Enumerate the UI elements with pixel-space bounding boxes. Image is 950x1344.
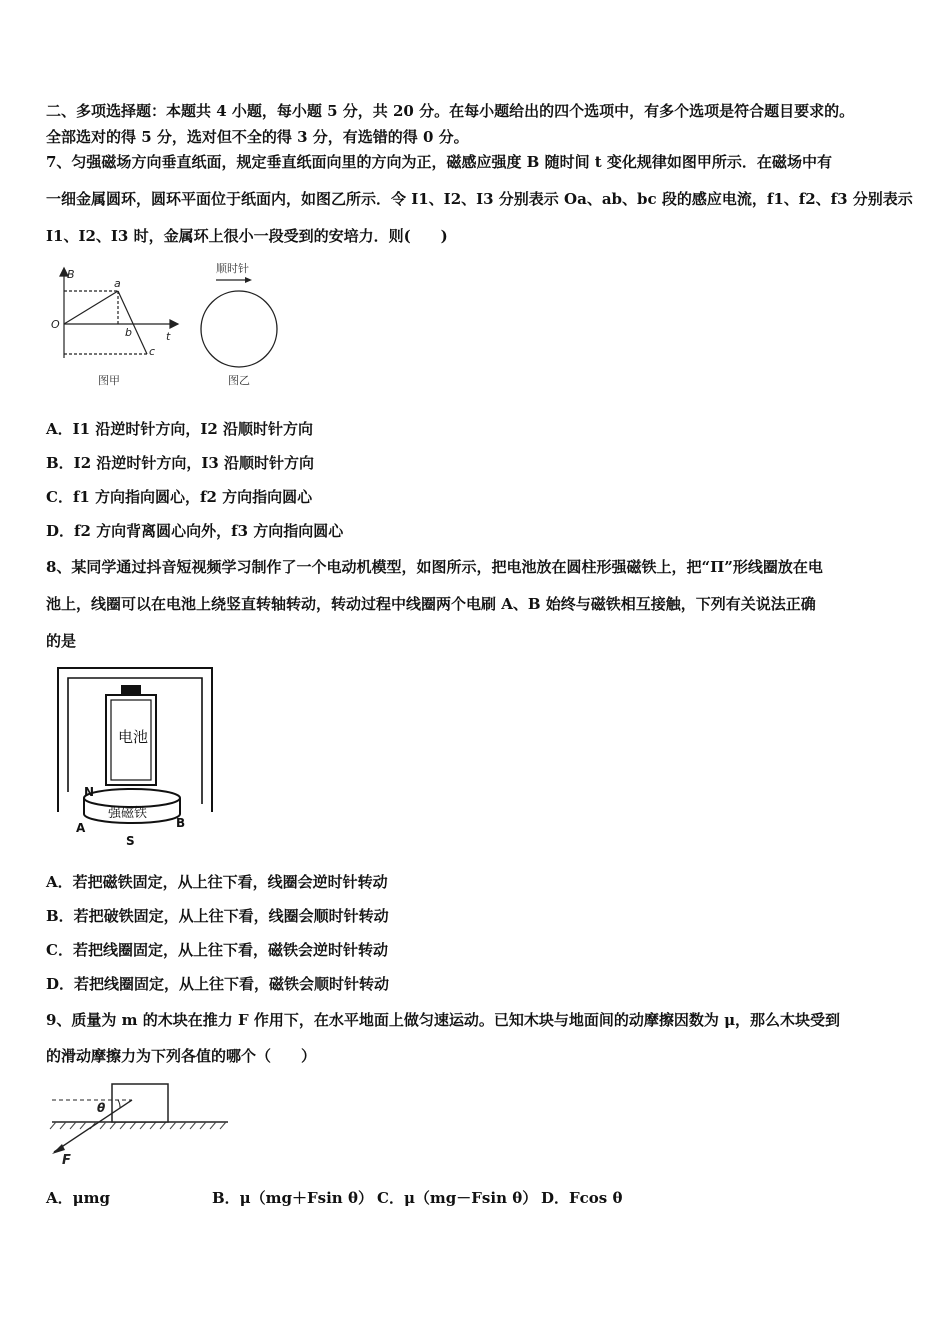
label-origin: O [51, 318, 60, 331]
q7-stem-line-3: I1、I2、I3 时，金属环上很小一段受到的安培力．则( ) [46, 227, 448, 245]
label-force: F [62, 1153, 71, 1168]
q7-option-d: D．f2 方向背离圆心向外，f3 方向指向圆心 [46, 522, 344, 540]
q7-stem-line-1: 7、匀强磁场方向垂直纸面，规定垂直纸面向里的方向为正，磁感应强度 B 随时间 t 变化规律如图甲所示．在磁场中有 [46, 153, 832, 171]
segment-oa [64, 291, 118, 324]
battery-terminal [122, 686, 140, 695]
segment-abc [118, 291, 147, 354]
clockwise-label: 顺时针 [216, 262, 249, 275]
caption-jia: 图甲 [98, 374, 120, 387]
magnet-top [84, 789, 180, 807]
metal-ring [201, 291, 277, 367]
label-t-axis: t [166, 330, 171, 343]
label-point-a: a [114, 277, 121, 290]
q7-option-b: B．I2 沿逆时针方向，I3 沿顺时针方向 [46, 454, 315, 472]
q7-option-a: A．I1 沿逆时针方向，I2 沿顺时针方向 [46, 420, 313, 438]
q7-option-c: C．f1 方向指向圆心，f2 方向指向圆心 [46, 488, 313, 506]
q7-figure [46, 258, 288, 394]
q9-stem-line-1: 9、质量为 m 的木块在推力 F 作用下，在水平地面上做匀速运动。已知木块与地面间的动摩擦因数为 μ，那么木块受到 [46, 1011, 841, 1029]
label-brush-a: A [76, 821, 86, 835]
label-theta: θ [97, 1101, 106, 1115]
label-brush-b: B [176, 816, 186, 830]
ground-hatching [50, 1122, 226, 1129]
battery-label: 电池 [118, 728, 149, 746]
q9-option-c: C．μ（mg－Fsin θ） [377, 1189, 538, 1207]
q9-option-d: D．Fcos θ [541, 1189, 623, 1207]
section-header-line-2: 全部选对的得 5 分，选对但不全的得 3 分，有选错的得 0 分。 [46, 128, 469, 146]
q7-stem-line-2: 一细金属圆环，圆环平面位于纸面内，如图乙所示．令 I1、I2、I3 分别表示 Oa、ab、bc 段的感应电流，f1、f2、f3 分别表示 [46, 190, 913, 208]
q9-option-b: B．μ（mg＋Fsin θ） [212, 1189, 373, 1207]
wooden-block [112, 1084, 168, 1122]
q8-stem-line-3: 的是 [46, 632, 77, 650]
q8-option-a: A．若把磁铁固定，从上往下看，线圈会逆时针转动 [46, 873, 388, 891]
q8-option-d: D．若把线圈固定，从上往下看，磁铁会顺时针转动 [46, 975, 390, 993]
t-axis-arrow [170, 320, 178, 328]
label-n: N [84, 785, 95, 799]
caption-yi: 图乙 [228, 374, 250, 387]
q8-option-c: C．若把线圈固定，从上往下看，磁铁会逆时针转动 [46, 941, 388, 959]
q8-stem-line-1: 8、某同学通过抖音短视频学习制作了一个电动机模型，如图所示，把电池放在圆柱形强磁铁上，把“Π”形线圈放在电 [46, 558, 823, 576]
magnet-label: 强磁铁 [108, 806, 148, 821]
clockwise-arrowhead [245, 277, 252, 283]
q8-stem-line-2: 池上，线圈可以在电池上绕竖直转轴转动，转动过程中线圈两个电刷 A、B 始终与磁铁相互接触，下列有关说法正确 [46, 595, 816, 613]
q9-stem-line-2: 的滑动摩擦力为下列各值的哪个（ ） [46, 1047, 317, 1065]
q9-option-a: A．μmg [46, 1189, 110, 1207]
label-b-axis: B [67, 268, 75, 281]
label-s: S [126, 834, 135, 848]
label-point-c: c [149, 345, 156, 358]
section-header-line-1: 二、多项选择题：本题共 4 小题，每小题 5 分，共 20 分。在每小题给出的四个选项中，有多个选项是符合题目要求的。 [46, 102, 855, 120]
q8-figure [46, 664, 222, 852]
q8-option-b: B．若把破铁固定，从上往下看，线圈会顺时针转动 [46, 907, 389, 925]
q9-figure [46, 1078, 236, 1168]
label-point-b: b [125, 326, 132, 339]
